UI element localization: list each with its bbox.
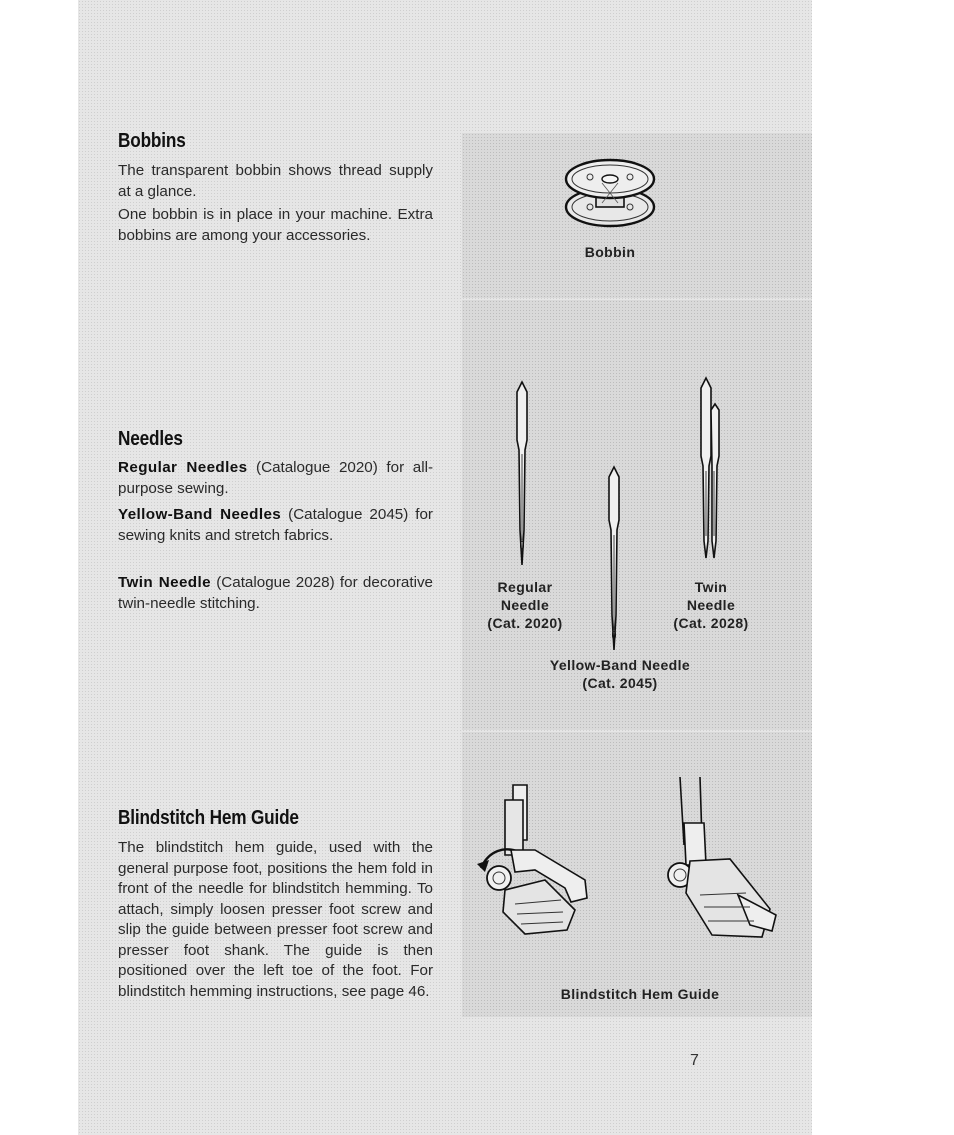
needles-heading: Needles bbox=[118, 428, 183, 450]
regular-needles-paragraph bbox=[118, 458, 433, 499]
twin-needle-paragraph bbox=[118, 573, 433, 614]
yellow-band-needle-caption-line-2: (Cat. 2045) bbox=[582, 675, 658, 691]
bobbins-heading: Bobbins bbox=[118, 130, 186, 152]
twin-needle-caption-line-1: Twin bbox=[694, 579, 728, 595]
yellow-band-needles-name: Yellow-Band Needles bbox=[118, 506, 282, 523]
bobbin-illustration bbox=[560, 155, 660, 235]
hem-guide-on-foot-illustration bbox=[475, 780, 605, 950]
bobbin-caption: Bobbin bbox=[584, 244, 636, 260]
twin-needle-name: Twin Needle bbox=[118, 574, 211, 591]
page-number: 7 bbox=[690, 1052, 699, 1069]
regular-needle-caption-line-3: (Cat. 2020) bbox=[487, 615, 563, 631]
regular-needle-illustration bbox=[512, 380, 532, 570]
twin-needle-text: (Catalogue 2028) for decorative twin-needle stitching. bbox=[118, 574, 433, 612]
blindstitch-paragraph: The blindstitch hem guide, used with the general purpose foot, positions the hem fold in front of the needle for blindstitch hemming. To attach, simply loosen presser foot screw and slip the guide between presser foot screw and presser foot shank. The guide is then positioned over the left toe of the foot. For blindstitch hemming instructions, see page 46. bbox=[118, 839, 433, 1000]
bobbins-paragraph-1: The transparent bobbin shows thread supply at a glance. bbox=[118, 162, 433, 200]
yellow-band-needles-paragraph bbox=[118, 505, 433, 546]
regular-needle-caption-line-1: Regular bbox=[497, 579, 553, 595]
bobbins-paragraph-2: One bobbin is in place in your machine. Extra bobbins are among your accessories. bbox=[118, 206, 433, 244]
blindstitch-heading: Blindstitch Hem Guide bbox=[118, 807, 299, 829]
yellow-band-needle-illustration bbox=[604, 465, 624, 655]
yellow-band-needle-caption bbox=[525, 656, 715, 692]
regular-needles-name: Regular Needles bbox=[118, 459, 248, 476]
regular-needles-text: (Catalogue 2020) for all-purpose sewing. bbox=[118, 459, 434, 497]
twin-needle-illustration bbox=[698, 376, 726, 566]
twin-needle-caption-line-3: (Cat. 2028) bbox=[673, 615, 749, 631]
hem-guide-front-view-illustration bbox=[650, 775, 790, 950]
regular-needle-caption-line-2: Needle bbox=[500, 597, 550, 613]
twin-needle-caption-line-2: Needle bbox=[686, 597, 736, 613]
yellow-band-needle-caption-line-1: Yellow-Band Needle bbox=[549, 657, 691, 673]
hem-guide-caption: Blindstitch Hem Guide bbox=[560, 986, 720, 1002]
twin-needle-caption bbox=[656, 578, 766, 632]
regular-needle-caption bbox=[470, 578, 580, 632]
yellow-band-needles-text: (Catalogue 2045) for sewing knits and stretch fabrics. bbox=[118, 506, 433, 544]
